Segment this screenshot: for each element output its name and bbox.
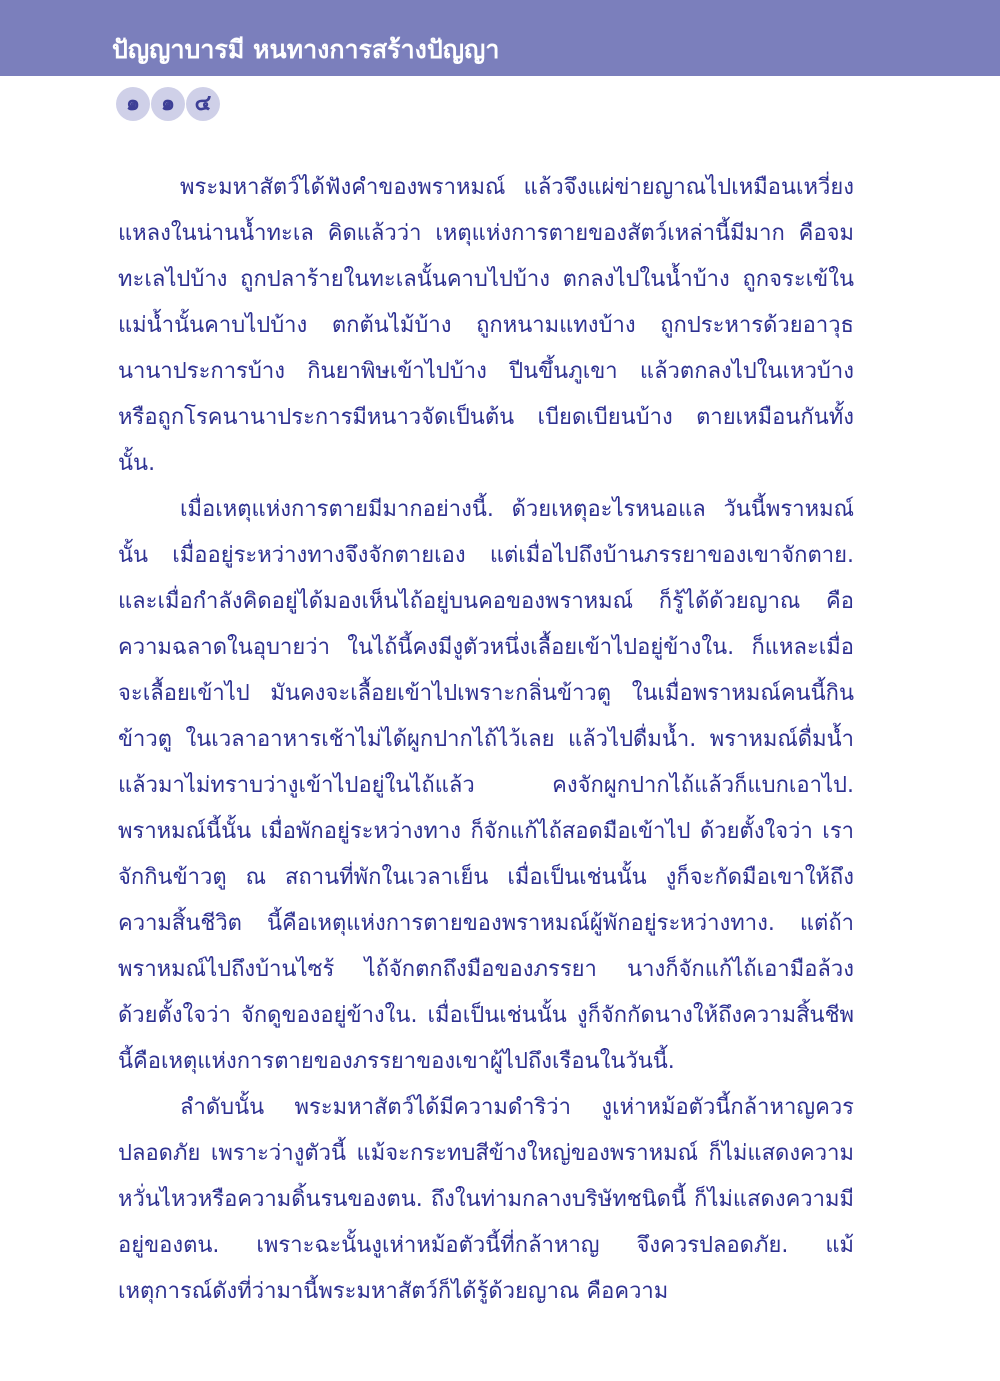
page-number-digit: ๔ xyxy=(186,87,220,121)
paragraph-3: ลำดับนั้น พระมหาสัตว์ได้มีความดำริว่า งูเห่าหม้อตัวนี้กล้าหาญควรปลอดภัย เพราะว่างูตัวนี้ แม้จะกระทบสีข้างใหญ่ของพราหมณ์ ก็ไม่แสดงความหวั่นไหวหรือความดิ้นรนของตน. ถึงในท่ามกลางบริษัทชนิดนี้ ก็ไม่แสดงความมีอยู่ของตน. เพราะฉะนั้นงูเห่าหม้อตัวนี้ที่กล้าหาญ จึงควรปลอดภัย. แม้เหตุการณ์ดังที่ว่ามานี้พระมหาสัตว์ก็ได้รู้ด้วยญาณ คือความ xyxy=(118,1095,854,1304)
header-bar xyxy=(0,0,1000,76)
body-text xyxy=(118,165,854,1315)
paragraph-2: เมื่อเหตุแห่งการตายมีมากอย่างนี้. ด้วยเหตุอะไรหนอแล วันนี้พราหมณ์นั้น เมื่ออยู่ระหว่างทางจึงจักตายเอง แต่เมื่อไปถึงบ้านภรรยาของเขาจักตาย. และเมื่อกำลังคิดอยู่ได้มองเห็นไถ้อยู่บนคอของพราหมณ์ ก็รู้ได้ด้วยญาณ คือความฉลาดในอุบายว่า ในไถ้นี้คงมีงูตัวหนึ่งเลื้อยเข้าไปอยู่ข้างใน. ก็แหละเมื่อจะเลื้อยเข้าไป มันคงจะเลื้อยเข้าไปเพราะกลิ่นข้าวตู ในเมื่อพราหมณ์คนนี้กินข้าวตู ในเวลาอาหารเช้าไม่ได้ผูกปากไถ้ไว้เลย แล้วไปดื่มน้ำ. พราหมณ์ดื่มน้ำ แล้วมาไม่ทราบว่างูเข้าไปอยู่ในไถ้แล้ว คงจักผูกปากไถ้แล้วก็แบกเอาไป. พราหมณ์นี้นั้น เมื่อพักอยู่ระหว่างทาง ก็จักแก้ไถ้สอดมือเข้าไป ด้วยตั้งใจว่า เราจักกินข้าวตู ณ สถานที่พักในเวลาเย็น เมื่อเป็นเช่นนั้น งูก็จะกัดมือเขาให้ถึงความสิ้นชีวิต นี้คือเหตุแห่งการตายของพราหมณ์ผู้พักอยู่ระหว่างทาง. แต่ถ้าพราหมณ์ไปถึงบ้านไซร้ ไถ้จักตกถึงมือของภรรยา นางก็จักแก้ไถ้เอามือล้วง ด้วยตั้งใจว่า จักดูของอยู่ข้างใน. เมื่อเป็นเช่นนั้น งูก็จักกัดนางให้ถึงความสิ้นชีพ นี้คือเหตุแห่งการตายของภรรยาของเขาผู้ไปถึงเรือนในวันนี้. xyxy=(118,497,854,1074)
book-title: ปัญญาบารมี หนทางการสร้างปัญญา xyxy=(112,35,500,64)
page-number xyxy=(116,87,221,121)
page-number-digit: ๑ xyxy=(116,87,150,121)
paragraph-1: พระมหาสัตว์ได้ฟังคำของพราหมณ์ แล้วจึงแผ่ข่ายญาณไปเหมือนเหวี่ยงแหลงในน่านน้ำทะเล คิดแล้วว่า เหตุแห่งการตายของสัตว์เหล่านี้มีมาก คือจมทะเลไปบ้าง ถูกปลาร้ายในทะเลนั้นคาบไปบ้าง ตกลงไปในน้ำบ้าง ถูกจระเข้ในแม่น้ำนั้นคาบไปบ้าง ตกต้นไม้บ้าง ถูกหนามแทงบ้าง ถูกประหารด้วยอาวุธนานาประการบ้าง กินยาพิษเข้าไปบ้าง ปีนขึ้นภูเขา แล้วตกลงไปในเหวบ้าง หรือถูกโรคนานาประการมีหนาวจัดเป็นต้น เบียดเบียนบ้าง ตายเหมือนกันทั้งนั้น. xyxy=(118,175,854,476)
page-number-digit: ๑ xyxy=(151,87,185,121)
